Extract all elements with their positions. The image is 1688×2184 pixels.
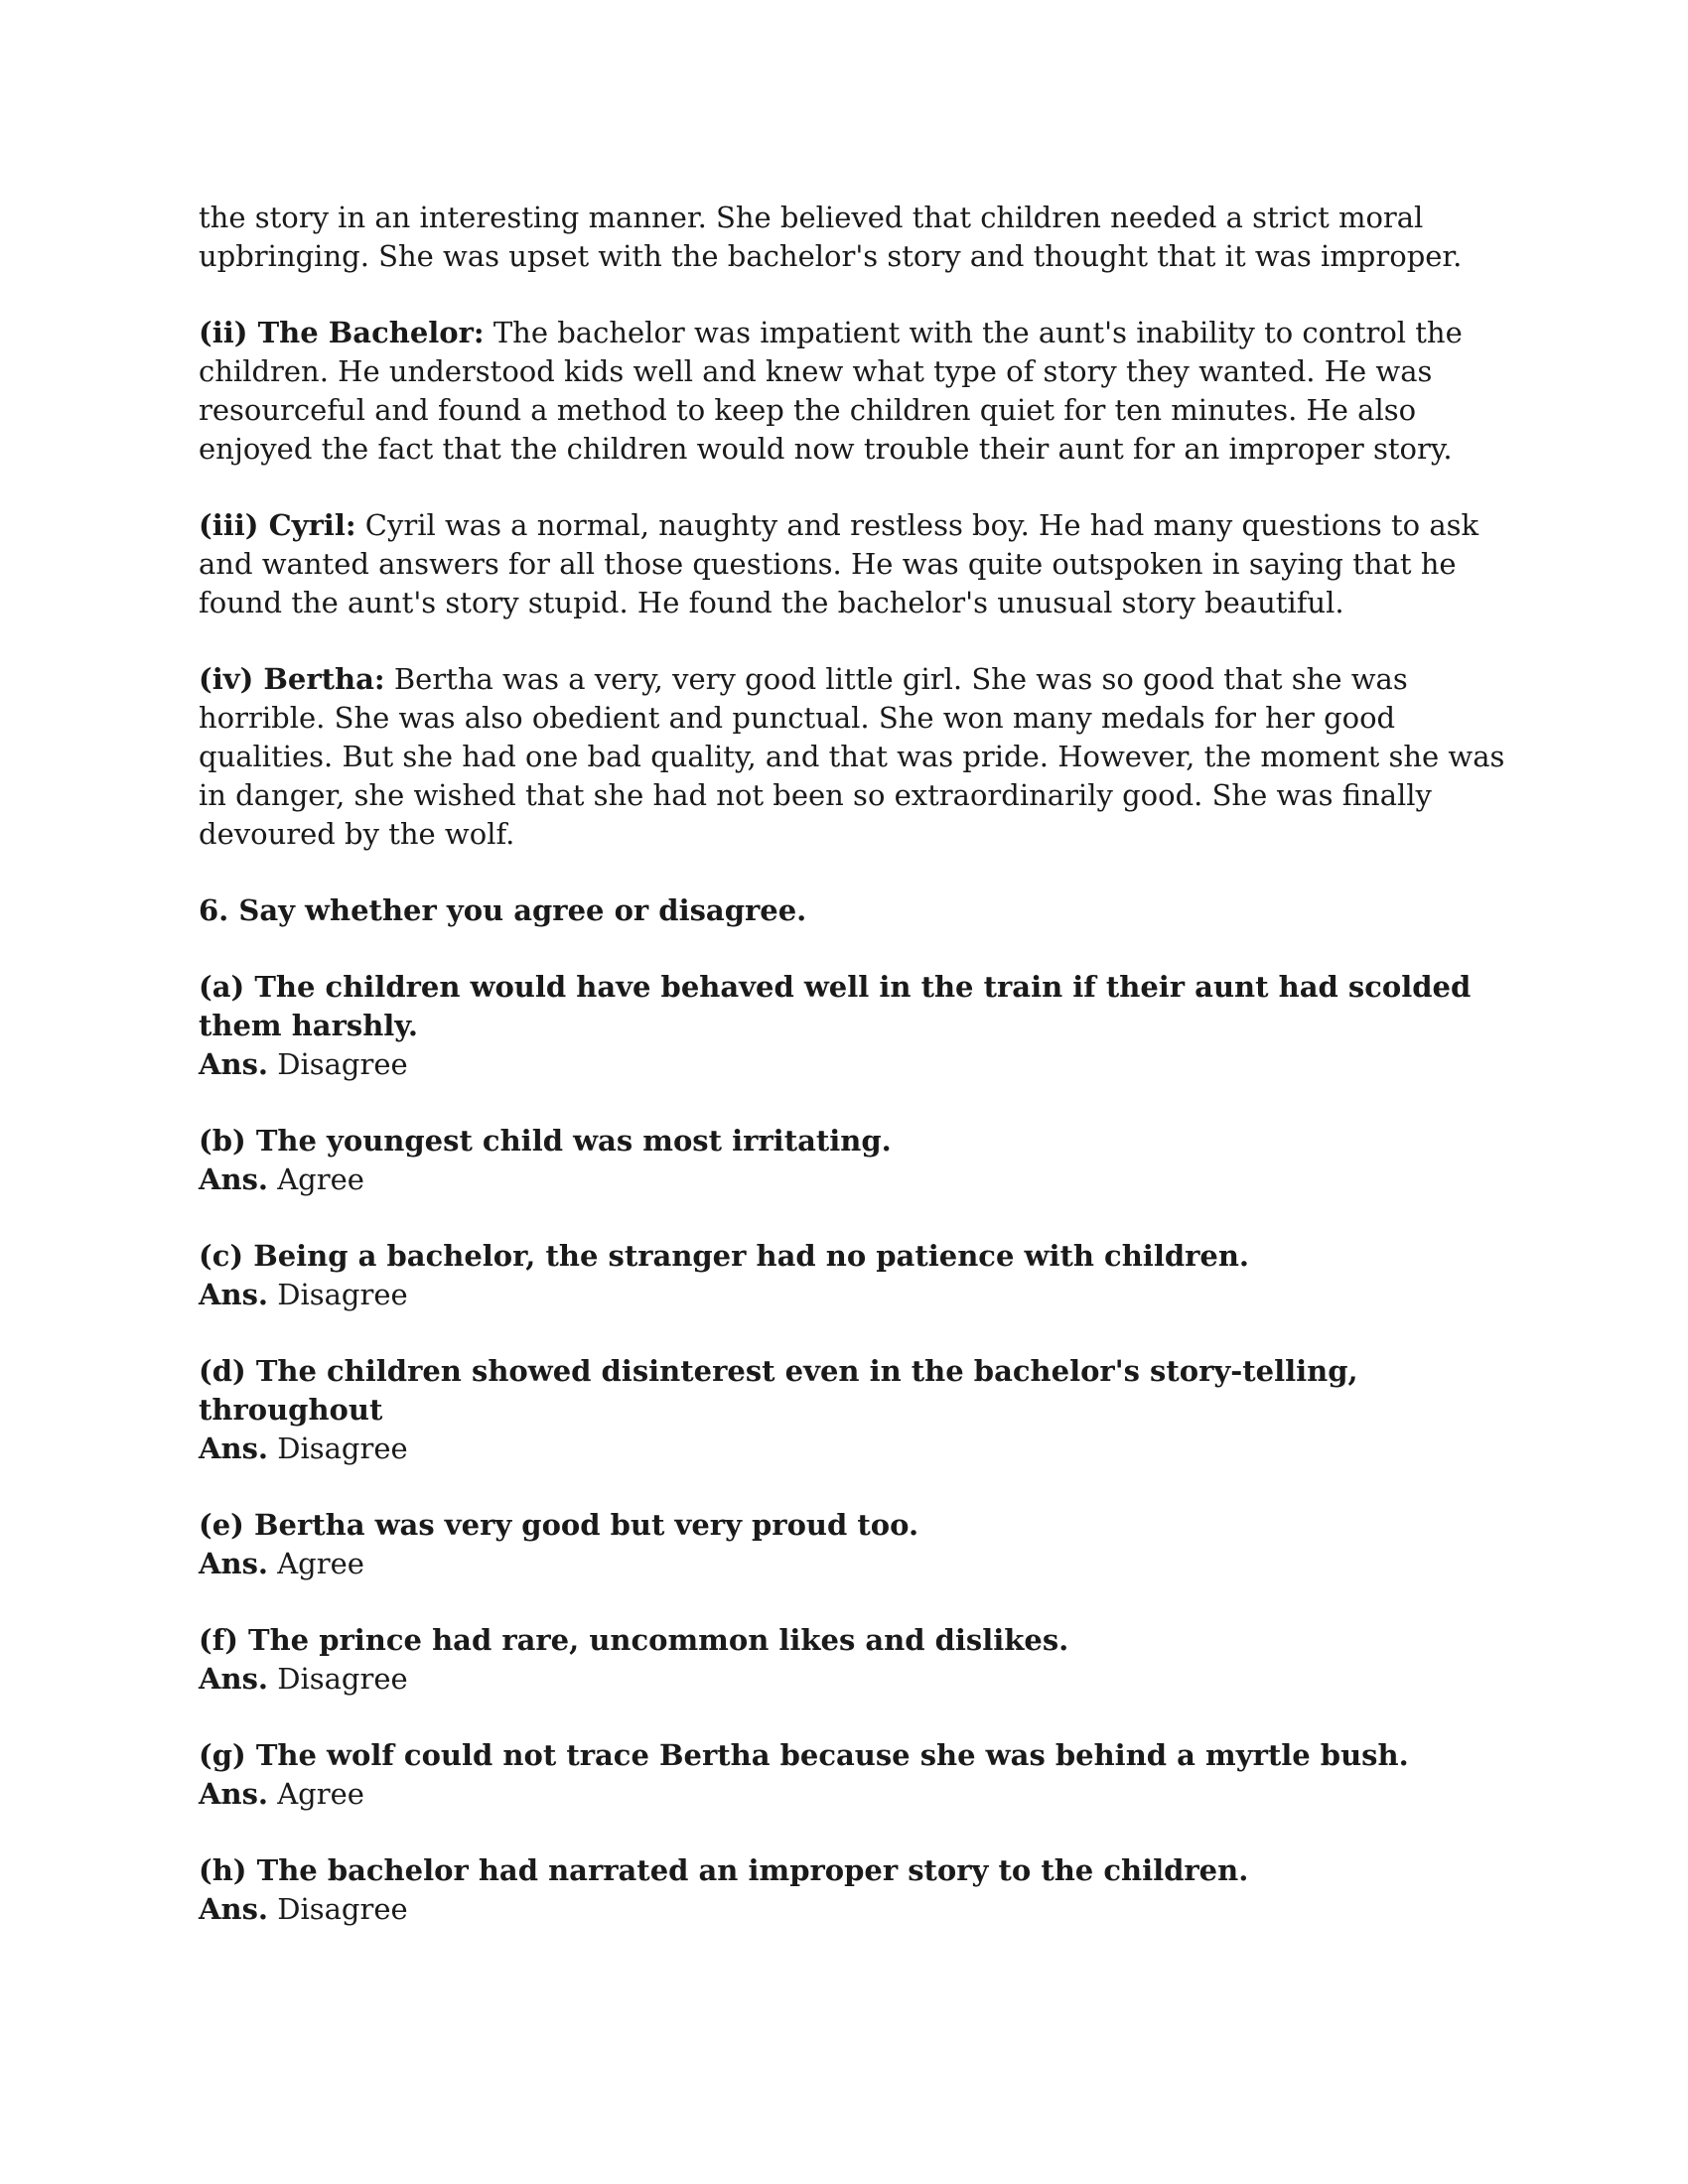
paragraph-bertha (199, 660, 1509, 854)
paragraph-lead: (iv) Bertha: (199, 662, 385, 696)
answer-line (199, 1660, 1509, 1699)
question-text: (b) The youngest child was most irritating. (199, 1124, 892, 1158)
ans-label: Ans. (199, 1162, 269, 1196)
answer-line (199, 1890, 1509, 1929)
qa-item-c (199, 1237, 1509, 1314)
answer-line (199, 1276, 1509, 1314)
qa-item-f (199, 1621, 1509, 1699)
answer-line (199, 1545, 1509, 1583)
question-text: (f) The prince had rare, uncommon likes and dislikes. (199, 1623, 1069, 1657)
question-text: (g) The wolf could not trace Bertha because she was behind a myrtle bush. (199, 1738, 1409, 1772)
answer-line (199, 1045, 1509, 1084)
paragraph-lead: (ii) The Bachelor: (199, 316, 485, 349)
ans-label: Ans. (199, 1547, 269, 1580)
section-title: 6. Say whether you agree or disagree. (199, 893, 807, 927)
answer-text: Agree (268, 1777, 364, 1811)
paragraph-text: Cyril was a normal, naughty and restless boy. He had many questions to ask and wanted answers for all those questions. He was quite outspoken in saying that he found the aunt's story stupid. He found the bachelor's unusual story beautiful. (199, 508, 1479, 619)
answer-text: Disagree (268, 1892, 408, 1926)
ans-label: Ans. (199, 1662, 269, 1696)
answer-line (199, 1775, 1509, 1814)
question-text: (d) The children showed disinterest even in the bachelor's story-telling, throughout (199, 1354, 1358, 1427)
ans-label: Ans. (199, 1777, 269, 1811)
ans-label: Ans. (199, 1047, 269, 1081)
paragraph-aunt-continued (199, 199, 1509, 276)
qa-item-h (199, 1851, 1509, 1929)
answer-line (199, 1160, 1509, 1199)
ans-label: Ans. (199, 1892, 269, 1926)
answer-text: Agree (268, 1547, 364, 1580)
paragraph-text: the story in an interesting manner. She believed that children needed a strict moral upbringing. She was upset with the bachelor's story and thought that it was improper. (199, 201, 1463, 273)
qa-item-e (199, 1506, 1509, 1583)
answer-text: Agree (268, 1162, 364, 1196)
paragraph-cyril (199, 506, 1509, 622)
paragraph-text: Bertha was a very, very good little girl. She was so good that she was horrible. She was also obedient and punctual. She won many medals for her good qualities. But she had one bad quality, and that was pride. However, the moment she was in danger, she wished that she had not been so extraordinarily good. She was finally devoured by the wolf. (199, 662, 1505, 851)
answer-text: Disagree (268, 1432, 408, 1465)
question-text: (a) The children would have behaved well in the train if their aunt had scolded them harshly. (199, 970, 1472, 1042)
answer-text: Disagree (268, 1278, 408, 1311)
qa-item-d (199, 1352, 1509, 1468)
answer-text: Disagree (268, 1662, 408, 1696)
ans-label: Ans. (199, 1278, 269, 1311)
document-page (199, 199, 1509, 1967)
paragraph-lead: (iii) Cyril: (199, 508, 356, 542)
question-text: (c) Being a bachelor, the stranger had no patience with children. (199, 1239, 1250, 1273)
qa-item-g (199, 1736, 1509, 1814)
paragraph-text: The bachelor was impatient with the aunt's inability to control the children. He understood kids well and knew what type of story they wanted. He was resourceful and found a method to keep the children quiet for ten minutes. He also enjoyed the fact that the children would now trouble their aunt for an improper story. (199, 316, 1463, 466)
question-text: (h) The bachelor had narrated an improper story to the children. (199, 1853, 1249, 1887)
answer-text: Disagree (268, 1047, 408, 1081)
answer-line (199, 1430, 1509, 1468)
qa-item-a (199, 968, 1509, 1084)
qa-item-b (199, 1122, 1509, 1199)
question-text: (e) Bertha was very good but very proud too. (199, 1508, 919, 1542)
paragraph-bachelor (199, 314, 1509, 469)
ans-label: Ans. (199, 1432, 269, 1465)
